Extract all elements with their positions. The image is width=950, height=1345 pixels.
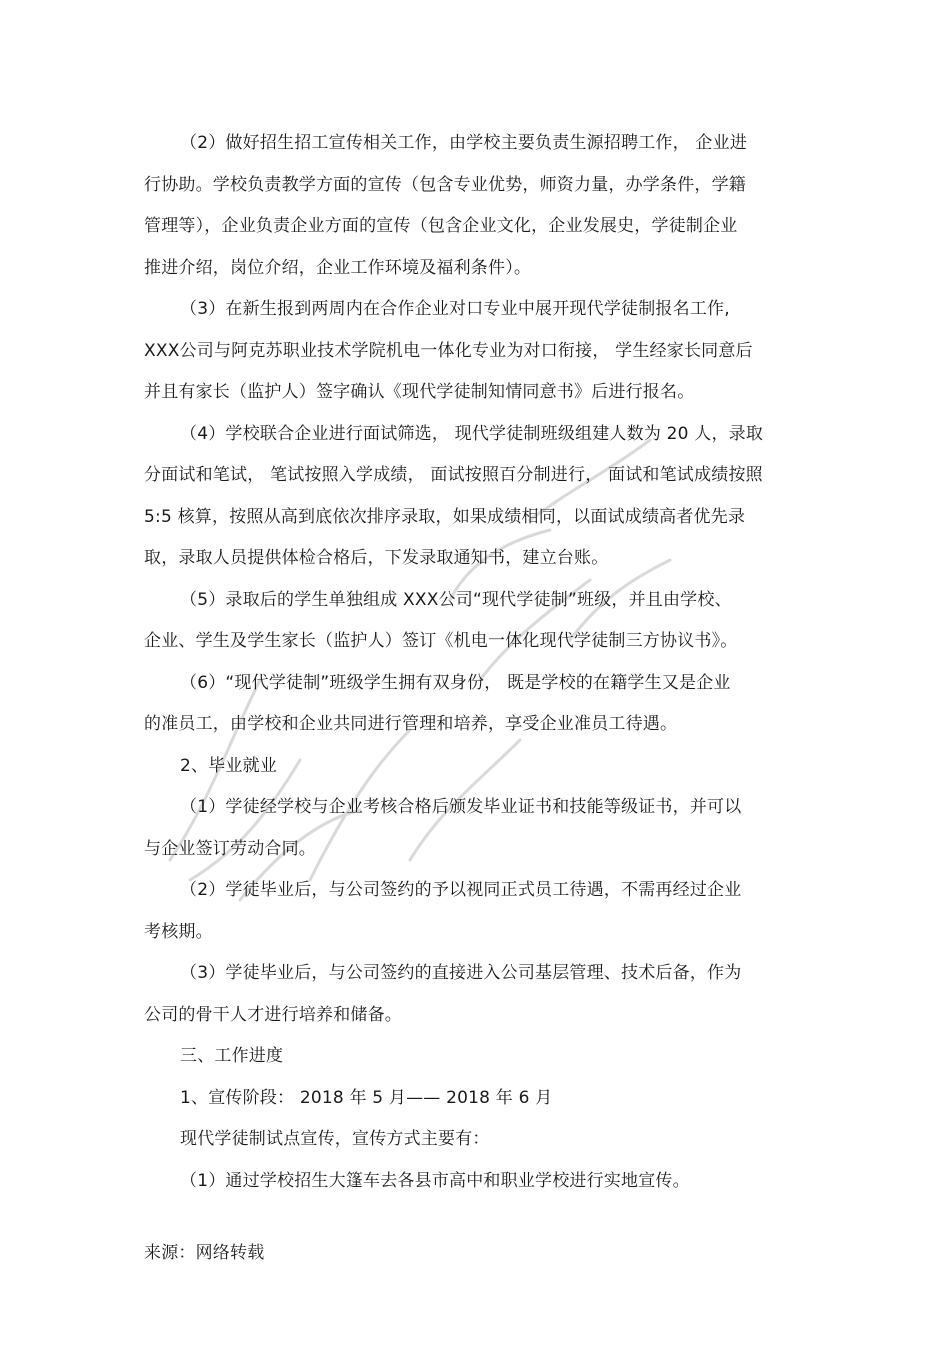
text-line-21: （3）学徒毕业后，与公司签约的直接进入公司基层管理、技术后备，作为 xyxy=(180,963,742,983)
text-line-20: 考核期。 xyxy=(144,922,213,942)
section-heading-progress: 三、工作进度 xyxy=(180,1046,284,1066)
text-line-8: （4）学校联合企业进行面试筛选， 现代学徒制班级组建人数为 20 人，录取 xyxy=(180,424,764,444)
text-line-17: （1）学徒经学校与企业考核合格后颁发毕业证书和技能等级证书，并可以 xyxy=(180,797,742,817)
text-line-4: 推进介绍，岗位介绍，企业工作环境及福利条件）。 xyxy=(144,258,532,278)
text-line-10: 5:5 核算，按照从高到底依次排序录取，如果成绩相同，以面试成绩高者优先录 xyxy=(144,507,746,527)
text-line-12: （5）录取后的学生单独组成 XXX公司“现代学徒制”班级，并且由学校、 xyxy=(180,590,732,610)
source-note: 来源：网络转载 xyxy=(144,1243,265,1263)
text-line-15: 的准员工，由学校和企业共同进行管理和培养，享受企业准员工待遇。 xyxy=(144,714,678,734)
text-line-13: 企业、学生及学生家长（监护人）签订《机电一体化现代学徒制三方协议书》。 xyxy=(144,631,738,651)
text-line-7: 并且有家长（监护人）签字确认《现代学徒制知情同意书》后进行报名。 xyxy=(144,382,695,402)
text-line-6: XXX公司与阿克苏职业技术学院机电一体化专业为对口衔接， 学生经家长同意后 xyxy=(144,341,753,361)
text-line-1: （2）做好招生招工宣传相关工作，由学校主要负责生源招聘工作， 企业进 xyxy=(180,133,748,153)
text-line-26: （1）通过学校招生大篷车去各县市高中和职业学校进行实地宣传。 xyxy=(180,1171,690,1191)
text-line-24: 1、宣传阶段： 2018 年 5 月—— 2018 年 6 月 xyxy=(180,1088,553,1108)
text-line-3: 管理等），企业负责企业方面的宣传（包含企业文化，企业发展史，学徒制企业 xyxy=(144,216,738,236)
text-line-5: （3）在新生报到两周内在合作企业对口专业中展开现代学徒制报名工作, xyxy=(180,299,730,319)
text-line-22: 公司的骨干人才进行培养和储备。 xyxy=(144,1005,402,1025)
text-line-18: 与企业签订劳动合同。 xyxy=(144,839,316,859)
text-line-14: （6）“现代学徒制”班级学生拥有双身份， 既是学校的在籍学生又是企业 xyxy=(180,673,731,693)
text-line-25: 现代学徒制试点宣传，宣传方式主要有： xyxy=(180,1129,490,1149)
text-line-2: 行协助。学校负责教学方面的宣传（包含专业优势，师资力量，办学条件，学籍 xyxy=(144,175,746,195)
text-line-9: 分面试和笔试， 笔试按照入学成绩， 面试按照百分制进行， 面试和笔试成绩按照 xyxy=(144,465,763,485)
text-line-11: 取，录取人员提供体检合格后，下发录取通知书，建立台账。 xyxy=(144,548,609,568)
section-heading-graduation: 2、毕业就业 xyxy=(180,756,278,776)
text-line-19: （2）学徒毕业后，与公司签约的予以视同正式员工待遇，不需再经过企业 xyxy=(180,880,742,900)
